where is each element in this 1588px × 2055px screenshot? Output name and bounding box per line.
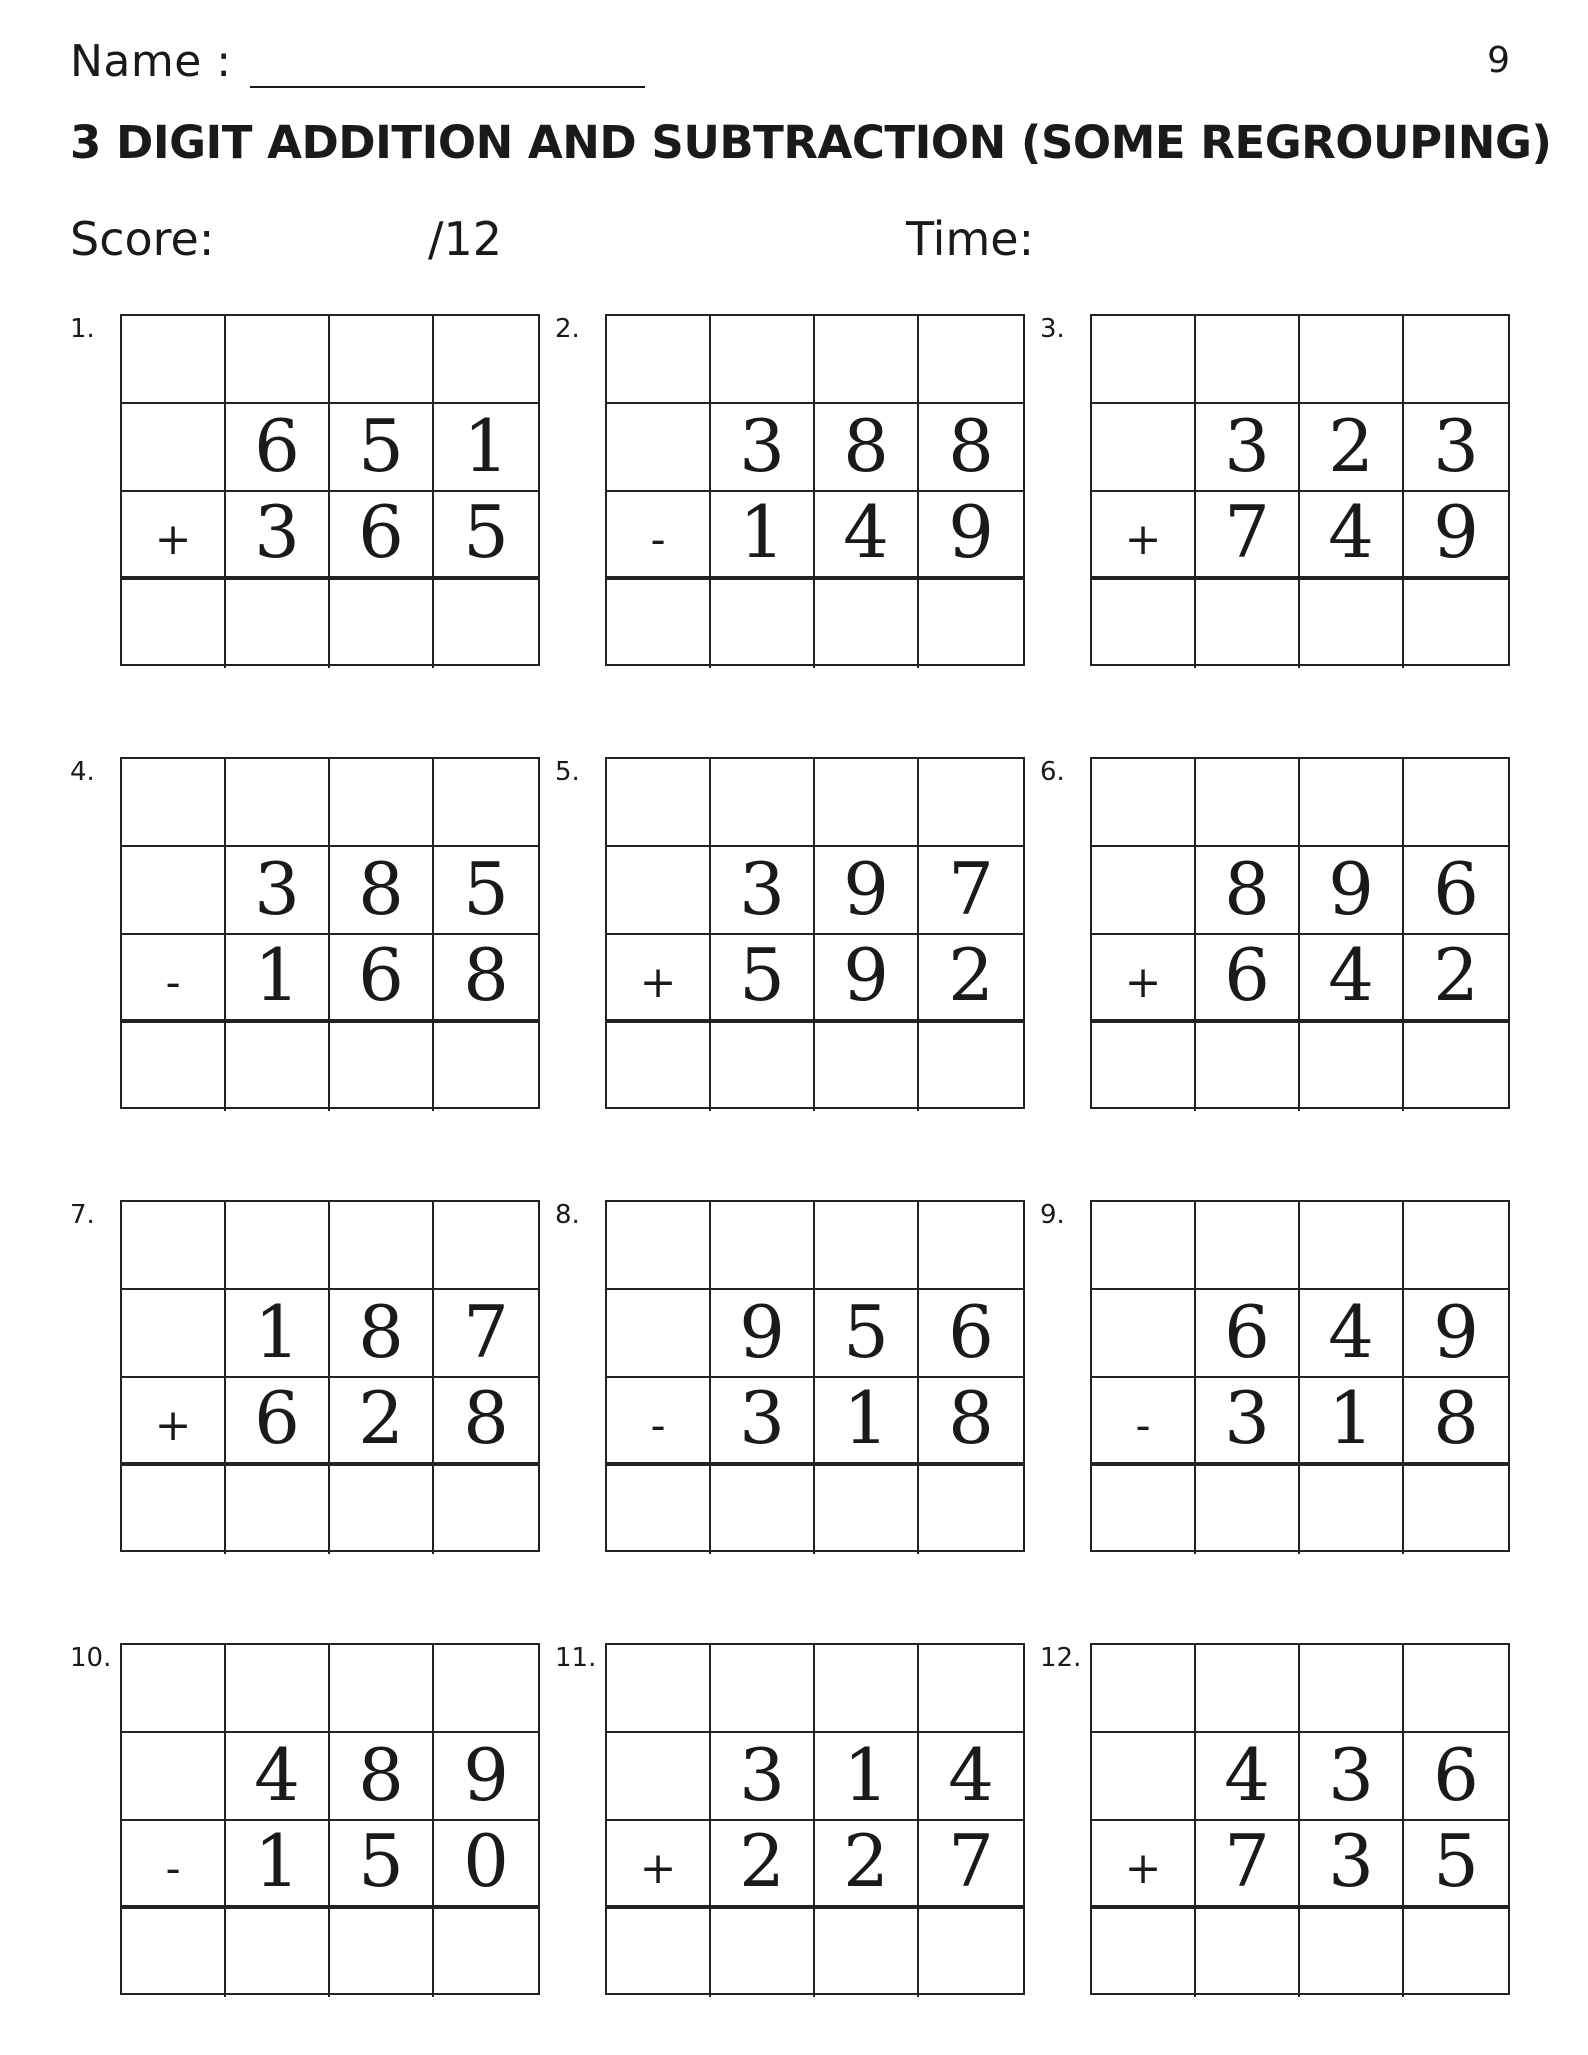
problem-grid (605, 314, 1025, 666)
answer-cell[interactable] (122, 1023, 226, 1111)
answer-cell[interactable] (1196, 1023, 1300, 1111)
problem-number: 10. (70, 1643, 112, 1673)
problem-number: 4. (70, 757, 95, 787)
answer-cell[interactable] (1404, 580, 1508, 668)
answer-cell[interactable] (1092, 1466, 1196, 1554)
answer-cell[interactable] (919, 1023, 1023, 1111)
answer-cell[interactable] (1092, 1909, 1196, 1997)
answer-cell[interactable] (711, 580, 815, 668)
carry-cell[interactable] (330, 1645, 434, 1733)
bottom-digit: 6 (330, 935, 434, 1023)
bottom-digit: 3 (1300, 1821, 1404, 1909)
top-digit: 6 (1404, 1733, 1508, 1821)
empty-cell (122, 847, 226, 935)
operator-sign: + (607, 1821, 711, 1909)
top-digit: 9 (434, 1733, 538, 1821)
problem-grid (1090, 314, 1510, 666)
carry-cell[interactable] (122, 316, 226, 404)
problem-grid (1090, 1200, 1510, 1552)
operator-sign: - (1092, 1378, 1196, 1466)
problem-6 (1040, 757, 1480, 1117)
carry-cell[interactable] (1196, 1645, 1300, 1733)
answer-cell[interactable] (607, 1023, 711, 1111)
answer-cell[interactable] (815, 1023, 919, 1111)
problem-number: 7. (70, 1200, 95, 1230)
carry-cell[interactable] (1196, 1202, 1300, 1290)
problem-number: 1. (70, 314, 95, 344)
bottom-digit: 1 (1300, 1378, 1404, 1466)
time-label: Time: (906, 212, 1035, 266)
top-digit: 6 (919, 1290, 1023, 1378)
top-digit: 8 (330, 847, 434, 935)
score-label: Score: (70, 212, 215, 266)
top-digit: 8 (1196, 847, 1300, 935)
top-digit: 5 (330, 404, 434, 492)
carry-cell[interactable] (1404, 1645, 1508, 1733)
carry-cell[interactable] (711, 1645, 815, 1733)
answer-cell[interactable] (815, 1909, 919, 1997)
carry-cell[interactable] (815, 1645, 919, 1733)
carry-cell[interactable] (434, 1202, 538, 1290)
carry-cell[interactable] (1196, 759, 1300, 847)
worksheet-title: 3 DIGIT ADDITION AND SUBTRACTION (SOME REGROUPING) (70, 116, 1552, 169)
carry-cell[interactable] (815, 316, 919, 404)
carry-cell[interactable] (122, 759, 226, 847)
problem-grid (120, 757, 540, 1109)
carry-cell[interactable] (226, 1202, 330, 1290)
operator-sign: - (122, 1821, 226, 1909)
bottom-digit: 8 (919, 1378, 1023, 1466)
bottom-digit: 9 (919, 492, 1023, 580)
problem-9 (1040, 1200, 1480, 1560)
carry-cell[interactable] (226, 1645, 330, 1733)
answer-cell[interactable] (122, 1909, 226, 1997)
carry-cell[interactable] (1404, 759, 1508, 847)
empty-cell (1092, 1290, 1196, 1378)
problem-2 (555, 314, 995, 674)
empty-cell (122, 1290, 226, 1378)
top-digit: 3 (711, 1733, 815, 1821)
empty-cell (607, 1733, 711, 1821)
bottom-digit: 2 (919, 935, 1023, 1023)
top-digit: 1 (815, 1733, 919, 1821)
answer-cell[interactable] (122, 580, 226, 668)
bottom-digit: 5 (1404, 1821, 1508, 1909)
carry-cell[interactable] (122, 1202, 226, 1290)
top-digit: 6 (1404, 847, 1508, 935)
bottom-digit: 2 (815, 1821, 919, 1909)
empty-cell (607, 847, 711, 935)
empty-cell (607, 404, 711, 492)
carry-cell[interactable] (607, 1645, 711, 1733)
bottom-digit: 9 (1404, 492, 1508, 580)
problem-number: 3. (1040, 314, 1065, 344)
carry-cell[interactable] (330, 1202, 434, 1290)
bottom-digit: 2 (711, 1821, 815, 1909)
bottom-digit: 6 (226, 1378, 330, 1466)
top-digit: 6 (226, 404, 330, 492)
top-digit: 3 (226, 847, 330, 935)
bottom-digit: 8 (1404, 1378, 1508, 1466)
top-digit: 3 (1404, 404, 1508, 492)
top-digit: 6 (1196, 1290, 1300, 1378)
top-digit: 3 (1300, 1733, 1404, 1821)
empty-cell (122, 1733, 226, 1821)
bottom-digit: 7 (919, 1821, 1023, 1909)
bottom-digit: 1 (226, 935, 330, 1023)
answer-cell[interactable] (1092, 1023, 1196, 1111)
page-number: 9 (1487, 40, 1510, 81)
carry-cell[interactable] (711, 316, 815, 404)
answer-cell[interactable] (1404, 1023, 1508, 1111)
top-digit: 9 (1404, 1290, 1508, 1378)
carry-cell[interactable] (607, 1202, 711, 1290)
answer-cell[interactable] (226, 580, 330, 668)
problem-grid (120, 1643, 540, 1995)
problem-number: 6. (1040, 757, 1065, 787)
problem-number: 8. (555, 1200, 580, 1230)
problem-number: 12. (1040, 1643, 1082, 1673)
answer-cell[interactable] (226, 1466, 330, 1554)
operator-sign: + (1092, 935, 1196, 1023)
carry-cell[interactable] (1404, 1202, 1508, 1290)
answer-cell[interactable] (434, 580, 538, 668)
answer-cell[interactable] (1300, 1023, 1404, 1111)
problem-4 (70, 757, 510, 1117)
answer-cell[interactable] (1196, 1466, 1300, 1554)
carry-cell[interactable] (1092, 1202, 1196, 1290)
bottom-digit: 1 (226, 1821, 330, 1909)
carry-cell[interactable] (815, 759, 919, 847)
carry-cell[interactable] (919, 316, 1023, 404)
top-digit: 5 (434, 847, 538, 935)
problem-1 (70, 314, 510, 674)
carry-cell[interactable] (1300, 759, 1404, 847)
problem-number: 5. (555, 757, 580, 787)
name-blank-line[interactable] (250, 86, 645, 88)
problem-grid (120, 314, 540, 666)
top-digit: 8 (919, 404, 1023, 492)
top-digit: 3 (711, 404, 815, 492)
operator-sign: + (607, 935, 711, 1023)
carry-cell[interactable] (330, 316, 434, 404)
problem-7 (70, 1200, 510, 1560)
top-digit: 8 (815, 404, 919, 492)
bottom-digit: 5 (434, 492, 538, 580)
score-total: /12 (428, 212, 503, 266)
answer-cell[interactable] (1196, 1909, 1300, 1997)
carry-cell[interactable] (330, 759, 434, 847)
bottom-digit: 3 (226, 492, 330, 580)
answer-cell[interactable] (919, 1466, 1023, 1554)
empty-cell (1092, 1733, 1196, 1821)
answer-cell[interactable] (330, 1909, 434, 1997)
top-digit: 9 (711, 1290, 815, 1378)
top-digit: 8 (330, 1733, 434, 1821)
answer-cell[interactable] (1196, 580, 1300, 668)
answer-cell[interactable] (434, 1466, 538, 1554)
empty-cell (122, 404, 226, 492)
top-digit: 4 (226, 1733, 330, 1821)
problem-number: 9. (1040, 1200, 1065, 1230)
answer-cell[interactable] (1300, 1909, 1404, 1997)
top-digit: 1 (434, 404, 538, 492)
top-digit: 8 (330, 1290, 434, 1378)
problem-8 (555, 1200, 995, 1560)
carry-cell[interactable] (919, 1645, 1023, 1733)
answer-cell[interactable] (1300, 580, 1404, 668)
carry-cell[interactable] (1092, 759, 1196, 847)
answer-cell[interactable] (330, 1023, 434, 1111)
bottom-digit: 8 (434, 935, 538, 1023)
bottom-digit: 2 (1404, 935, 1508, 1023)
operator-sign: - (607, 492, 711, 580)
answer-cell[interactable] (434, 1023, 538, 1111)
problem-grid (605, 1643, 1025, 1995)
name-label: Name : (70, 36, 232, 87)
answer-cell[interactable] (607, 1909, 711, 1997)
carry-cell[interactable] (919, 1202, 1023, 1290)
bottom-digit: 8 (434, 1378, 538, 1466)
answer-cell[interactable] (919, 580, 1023, 668)
empty-cell (1092, 847, 1196, 935)
carry-cell[interactable] (1092, 1645, 1196, 1733)
answer-cell[interactable] (330, 580, 434, 668)
bottom-digit: 6 (330, 492, 434, 580)
top-digit: 2 (1300, 404, 1404, 492)
answer-cell[interactable] (226, 1023, 330, 1111)
bottom-digit: 9 (815, 935, 919, 1023)
empty-cell (1092, 404, 1196, 492)
top-digit: 7 (919, 847, 1023, 935)
carry-cell[interactable] (607, 316, 711, 404)
carry-cell[interactable] (226, 316, 330, 404)
problem-number: 2. (555, 314, 580, 344)
problem-10 (70, 1643, 510, 2003)
bottom-digit: 3 (711, 1378, 815, 1466)
carry-cell[interactable] (711, 1202, 815, 1290)
problem-5 (555, 757, 995, 1117)
top-digit: 4 (1196, 1733, 1300, 1821)
carry-cell[interactable] (226, 759, 330, 847)
operator-sign: - (607, 1378, 711, 1466)
answer-cell[interactable] (1092, 580, 1196, 668)
carry-cell[interactable] (434, 1645, 538, 1733)
answer-cell[interactable] (711, 1909, 815, 1997)
bottom-digit: 5 (711, 935, 815, 1023)
bottom-digit: 2 (330, 1378, 434, 1466)
carry-cell[interactable] (607, 759, 711, 847)
answer-cell[interactable] (607, 1466, 711, 1554)
answer-cell[interactable] (1300, 1466, 1404, 1554)
answer-cell[interactable] (815, 580, 919, 668)
bottom-digit: 0 (434, 1821, 538, 1909)
bottom-digit: 3 (1196, 1378, 1300, 1466)
answer-cell[interactable] (815, 1466, 919, 1554)
carry-cell[interactable] (919, 759, 1023, 847)
carry-cell[interactable] (434, 316, 538, 404)
answer-cell[interactable] (226, 1909, 330, 1997)
answer-cell[interactable] (711, 1023, 815, 1111)
operator-sign: + (122, 1378, 226, 1466)
problem-number: 11. (555, 1643, 597, 1673)
bottom-digit: 5 (330, 1821, 434, 1909)
answer-cell[interactable] (607, 580, 711, 668)
answer-cell[interactable] (434, 1909, 538, 1997)
top-digit: 5 (815, 1290, 919, 1378)
top-digit: 4 (1300, 1290, 1404, 1378)
top-digit: 1 (226, 1290, 330, 1378)
operator-sign: + (1092, 1821, 1196, 1909)
bottom-digit: 4 (1300, 935, 1404, 1023)
carry-cell[interactable] (122, 1645, 226, 1733)
carry-cell[interactable] (434, 759, 538, 847)
problem-grid (1090, 1643, 1510, 1995)
bottom-digit: 1 (711, 492, 815, 580)
carry-cell[interactable] (1300, 1645, 1404, 1733)
top-digit: 9 (1300, 847, 1404, 935)
bottom-digit: 6 (1196, 935, 1300, 1023)
answer-cell[interactable] (919, 1909, 1023, 1997)
top-digit: 7 (434, 1290, 538, 1378)
problem-grid (605, 757, 1025, 1109)
answer-cell[interactable] (1404, 1909, 1508, 1997)
carry-cell[interactable] (1300, 316, 1404, 404)
top-digit: 3 (711, 847, 815, 935)
bottom-digit: 7 (1196, 492, 1300, 580)
top-digit: 4 (919, 1733, 1023, 1821)
problem-grid (605, 1200, 1025, 1552)
top-digit: 3 (1196, 404, 1300, 492)
answer-cell[interactable] (122, 1466, 226, 1554)
answer-cell[interactable] (330, 1466, 434, 1554)
problem-12 (1040, 1643, 1480, 2003)
carry-cell[interactable] (711, 759, 815, 847)
bottom-digit: 4 (1300, 492, 1404, 580)
carry-cell[interactable] (815, 1202, 919, 1290)
carry-cell[interactable] (1404, 316, 1508, 404)
empty-cell (607, 1290, 711, 1378)
problem-grid (1090, 757, 1510, 1109)
answer-cell[interactable] (711, 1466, 815, 1554)
carry-cell[interactable] (1092, 316, 1196, 404)
problem-11 (555, 1643, 995, 2003)
answer-cell[interactable] (1404, 1466, 1508, 1554)
bottom-digit: 1 (815, 1378, 919, 1466)
operator-sign: + (1092, 492, 1196, 580)
problem-grid (120, 1200, 540, 1552)
carry-cell[interactable] (1196, 316, 1300, 404)
bottom-digit: 4 (815, 492, 919, 580)
operator-sign: + (122, 492, 226, 580)
top-digit: 9 (815, 847, 919, 935)
carry-cell[interactable] (1300, 1202, 1404, 1290)
bottom-digit: 7 (1196, 1821, 1300, 1909)
operator-sign: - (122, 935, 226, 1023)
problem-3 (1040, 314, 1480, 674)
